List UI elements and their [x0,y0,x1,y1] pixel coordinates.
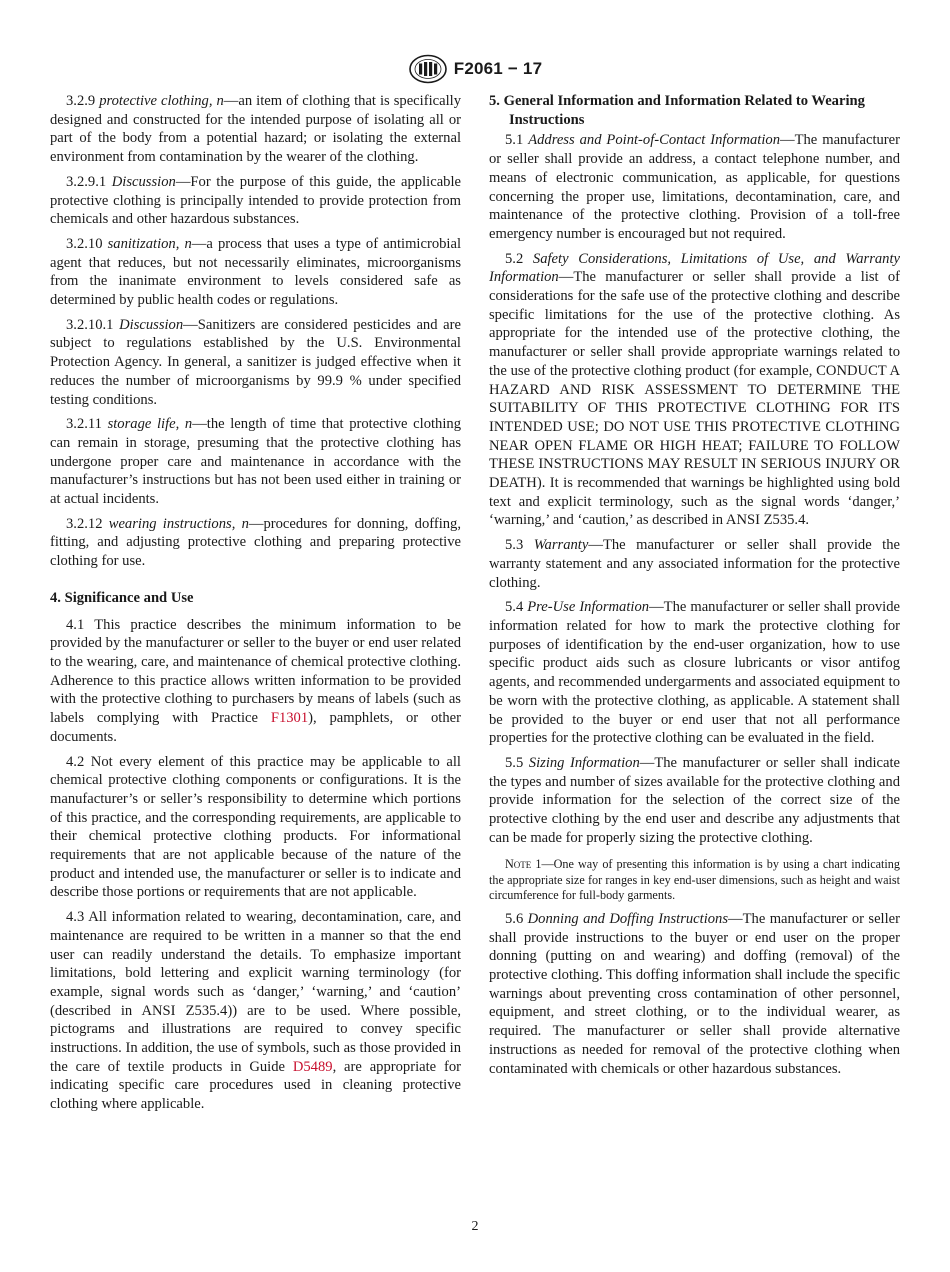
note-1 [489,857,900,904]
discussion-text: —Sanitizers are considered pesticides and are subject to regulations established by the U.S. Environmental Protection Agency. In general, a sanitizer is judged effective when it reduces the number of microorganisms by 99.9 % under specified testing conditions. [50,316,461,408]
paragraph-5-6 [489,910,900,1078]
page-header [0,54,950,84]
paragraph-text: —The manufacturer or seller shall provide an address, a contact telephone number, and means of electronic communication, as applicable, for questions concerning the proper use, limitations, decontamination, care, and maintenance of the protective clothing. Provision of a toll-free emergency number is encouraged but not required. [489,132,901,242]
discussion-label: Discussion [111,173,176,190]
discussion-3-2-10-1 [50,316,461,410]
section-5-heading: 5. General Information and Information Related to Wearing Instructions [489,93,865,128]
definition-text: —the length of time that protective clothing can remain in storage, presuming that the protective clothing has undergone proper care and maintenance in accordance with the manufacturer’s instructions but has not been used either in training or at actual incidents. [50,416,461,508]
document-designation: F2061 − 17 [453,59,543,78]
paragraph-text: 4.3 All information related to wearing, decontamination, care, and maintenance are required to be written in a manner so that the end user can readily understand the details. To emphasize important limitations, bold lettering and explicit warning terminology (for example, signal words such as ‘danger,’ ‘warning,’ and ‘caution’ (described in ANSI Z535.4)) are to be used. Where possible, pictograms and illustrations are required to convey specific instructions. In addition, the use of symbols, such as those provided in the care of textile products in Guide [50,909,461,1075]
clause-title: Pre-Use Information [527,599,650,616]
paragraph-text: —The manufacturer or seller shall provide instructions to the buyer or end user on the proper donning (putting on and wearing) and doffing (removal) of the protective clothing. This doffing information shall include the specific warnings about preventing cross contamination of other personnel, equipment, and street clothing, or to the individual wearer, as required. The manufacturer or seller shall provide alternative instructions as needed for removal of the protective clothing when contaminated with chemicals or other hazardous substances. [489,910,900,1077]
paragraph-text: —The manufacturer or seller shall indicate the types and number of sizes available for the protective clothing and provide information for the selection of the correct size of the protective clothing by the end user and describe any adjustments that can be made for properly sizing the protective clothing. [489,754,901,846]
definition-text: —procedures for donning, doffing, fitting, and adjusting protective clothing and preparing protective clothing for use. [50,515,462,570]
clause-title: Warranty [533,537,589,554]
clause-number: 5.5 [505,754,524,771]
clause-number: 3.2.10.1 [66,316,114,333]
discussion-3-2-9-1 [50,173,461,229]
clause-number: 5.6 [505,910,524,927]
clause-number: 5.3 [505,537,524,554]
clause-number: 3.2.12 [66,515,103,532]
clause-number: 3.2.9.1 [66,173,107,190]
definition-3-2-12 [50,515,461,571]
defined-term: protective clothing, n [99,93,224,109]
paragraph-4-3 [50,908,461,1114]
discussion-label: Discussion [119,316,184,333]
paragraph-4-1 [50,616,461,747]
definition-3-2-9 [50,92,461,167]
clause-number: 5.1 [505,132,524,149]
defined-term: storage life, n [107,416,193,433]
clause-title: Sizing Information [528,754,640,771]
definition-text: —a process that uses a type of antimicrobial agent that reduces, but not necessarily eliminates, microorganisms from the inanimate environment to levels considered safe as determined by public health codes or regulations. [50,235,462,309]
paragraph-text: —The manufacturer or seller shall provide information related for how to mark the protective clothing for purposes of identification by the end-user organization, how to use specific product aids such as closure lubricants or visor antifog agents, and recommended undergarments and associated equipment to be worn with the protective clothing, as applicable. A statement shall be provided to the buyer or end user that not all performance properties for the protective clothing can be evaluated in the field. [489,599,900,747]
note-label: Note 1 [505,857,542,872]
reference-link-f1301[interactable]: F1301 [270,710,309,727]
clause-title: Address and Point-of-Contact Information [528,132,780,149]
clause-title: Donning and Doffing Instructions [527,910,729,927]
note-text: —One way of presenting this information is by using a chart indicating the appropriate size for ranges in key end-user dimensions, such as height and waist circumference for full-body garments. [489,857,900,903]
paragraph-text: ), pamphlets, or other documents. [50,710,461,745]
clause-number: 3.2.11 [66,416,102,433]
definition-text: —an item of clothing that is specifically designed and constructed for the intended purpose of isolating all or part of the body from a potential hazard; or isolating the external environment from contamination by the wearer of the clothing. [50,93,461,166]
clause-number: 3.2.9 [66,93,96,109]
right-column [489,92,900,1084]
paragraph-5-1 [489,131,900,243]
clause-title: Safety Considerations, Limitations of Use, and Warranty Information [489,250,900,286]
clause-number: 5.4 [505,599,524,616]
defined-term: sanitization, n [107,235,192,252]
left-column [50,92,461,1120]
paragraph-text: , are appropriate for indicating specific care procedures used in cleaning protective clothing where applicable. [50,1058,462,1113]
clause-number: 5.2 [505,250,524,267]
clause-number: 3.2.10 [66,235,103,252]
paragraph-5-3 [489,536,900,592]
paragraph-text: —The manufacturer or seller shall provide the warranty statement and any associated information for the protective clothing. [489,537,900,591]
paragraph-text: 4.1 This practice describes the minimum information to be provided by the manufacturer or seller to the buyer or end user related to the wearing, care, and maintenance of chemical protective clothing. Adherence to this practice allows written information to be provided with the protective clothing to purchasers by means of labels (such as labels complying with Practice [50,616,461,727]
page-number: 2 [471,1219,479,1234]
definition-3-2-10 [50,235,461,310]
discussion-text: —For the purpose of this guide, the applicable protective clothing is principally intended to provide protection from chemicals and other hazardous substances. [50,173,462,228]
definition-3-2-11 [50,415,461,509]
defined-term: wearing instructions, n [108,515,249,532]
section-4-heading: 4. Significance and Use [50,589,194,606]
paragraph-text: —The manufacturer or seller shall provide a list of considerations for the safe use of the protective clothing and describe specific limitations for the use of the protective clothing. As appropriate for the intended use of the protective clothing, the manufacturer or seller shall provide appropriate warnings related to the use of the protective clothing product (for example, CONDUCT A HAZARD AND RISK ASSESSMENT TO DETERMINE THE SUITABILITY OF THIS PROTECTIVE CLOTHING FOR ITS INTENDED USE; DO NOT USE THIS PROTECTIVE CLOTHING NEAR OPEN FLAME OR HIGH HEAT; FAILURE TO FOLLOW THESE INSTRUCTIONS MAY RESULT IN SERIOUS INJURY OR DEATH). It is recommended that warnings be highlighted using bold text and explicit terminology, such as the signal words ‘danger,’ ‘warning,’ and ‘caution,’ as described in ANSI Z535.4. [489,269,900,529]
paragraph-4-2: 4.2 Not every element of this practice may be applicable to all chemical protective clothing components or configurations. It is the manufacturer’s or seller’s responsibility to determine which portions of this practice, and the corresponding requirements, are applicable to their chemical protective clothing products. For informational requirements that are not applicable because of the nature of the product and intended use, the manufacturer or seller is to indicate and describe those portions or requirements that are not applicable. [50,753,461,901]
paragraph-5-5 [489,754,900,848]
paragraph-5-4 [489,598,900,748]
astm-logo-icon [408,54,448,84]
reference-link-d5489[interactable]: D5489 [292,1058,333,1075]
paragraph-5-2 [489,250,900,531]
